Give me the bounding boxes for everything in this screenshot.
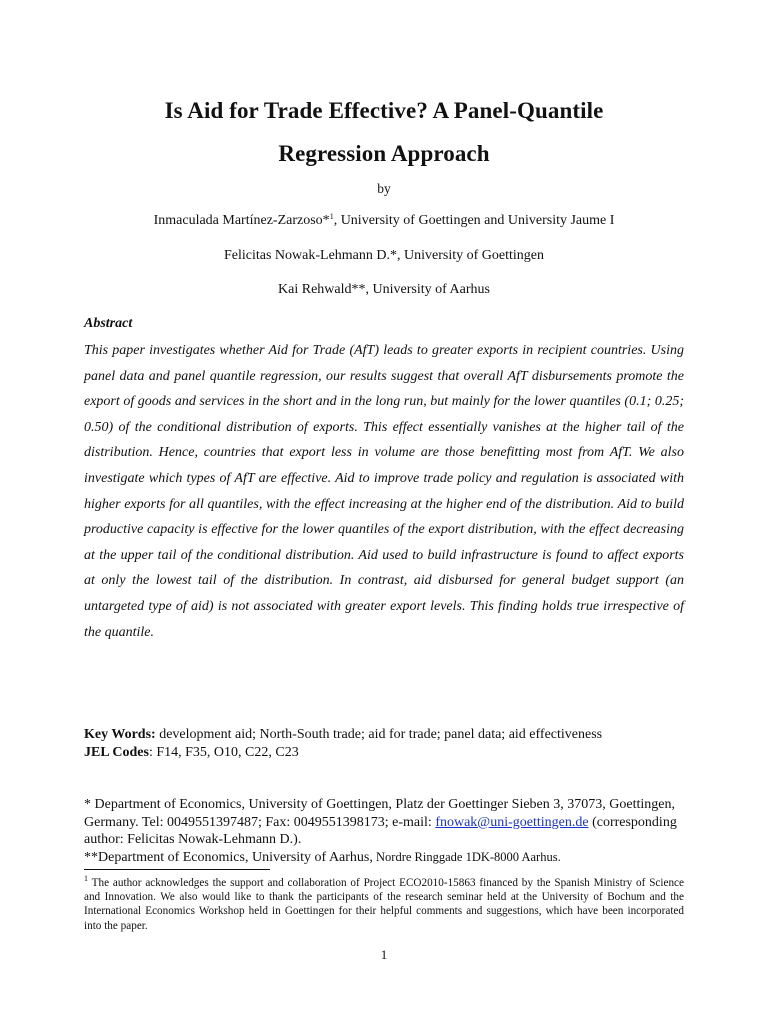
jel-codes-label: JEL Codes	[84, 745, 149, 760]
affiliation-goettingen	[84, 796, 694, 849]
abstract-text: This paper investigates whether Aid for Trade (AfT) leads to greater exports in recipient countries. Using panel data and panel quantile regression, our results suggest that overall AfT disbursements promote the export of goods and services in the short and in the long run, but mainly for the lower quantiles (0.1; 0.25; 0.50) of the conditional distribution of exports. This effect essentially vanishes at the higher tail of the distribution. Hence, countries that export less in volume are those benefitting most from AfT. We also investigate which types of AfT are effective. Aid to improve trade policy and regulation is associated with higher exports for all quantiles, with the effect increasing at the higher end of the distribution. Aid to build productive capacity is effective for the lower quantiles of the export distribution, with the effect decreasing at the upper tail of the conditional distribution. Aid used to build infrastructure is found to affect exports at only the lowest tail of the distribution. In contrast, aid disbursed for general budget support (an untargeted type of aid) is not associated with greater export levels. This finding holds true irrespective of the quantile.	[84, 343, 684, 640]
keywords-value: development aid; North-South trade; aid for trade; panel data; aid effectiveness	[155, 727, 603, 742]
abstract-heading: Abstract	[84, 316, 133, 331]
footnote-1-text: The author acknowledges the support and collaboration of Project ECO2010-15863 financed by the Spanish Ministry of Science and Innovation. We also would like to thank the participants of the research seminar held at the University of Bochum and the International Economics Workshop held in Goettingen for their helpful comments and suggestions, which have been incorporated into the paper.	[84, 877, 684, 932]
author-2: Felicitas Nowak-Lehmann D.*, University of Goettingen	[224, 248, 544, 263]
jel-codes	[84, 744, 694, 762]
author-1-affiliation: , University of Goettingen and University Jaume I	[333, 213, 615, 228]
affiliations	[84, 796, 694, 866]
keywords	[84, 726, 694, 744]
byline: by	[377, 181, 391, 196]
jel-codes-value: : F14, F35, O10, C22, C23	[148, 745, 299, 760]
paper-title-line-1: Is Aid for Trade Effective? A Panel-Quantile	[164, 98, 604, 123]
footnote-separator	[84, 869, 270, 870]
keywords-label: Key Words:	[84, 727, 156, 742]
footnote-1	[84, 876, 684, 933]
author-3: Kai Rehwald**, University of Aarhus	[278, 282, 490, 297]
paper-title-line-2: Regression Approach	[278, 141, 490, 166]
affiliation-aarhus-address: Nordre Ringgade 1DK-8000 Aarhus.	[372, 849, 561, 864]
author-1	[0, 213, 768, 229]
affiliation-aarhus	[84, 849, 694, 867]
author-1-name: Inmaculada Martínez-Zarzoso*	[153, 213, 330, 228]
footnote-1-mark: 1	[84, 874, 88, 883]
author-1-footnote-mark: 1	[329, 212, 334, 221]
affiliation-goettingen-tail: (corresponding author: Felicitas Nowak-Lehmann D.).	[84, 814, 677, 847]
email-link[interactable]: fnowak@uni-goettingen.de	[435, 814, 589, 830]
affiliation-aarhus-text: **Department of Economics, University of Aarhus,	[84, 849, 373, 865]
affiliation-goettingen-text: * Department of Economics, University of Goettingen, Platz der Goettinger Sieben 3, 37073, Goettingen, Germany. Tel: 0049551397487; Fax: 0049551398173; e-mail:	[84, 797, 675, 830]
page-number: 1	[380, 947, 388, 962]
